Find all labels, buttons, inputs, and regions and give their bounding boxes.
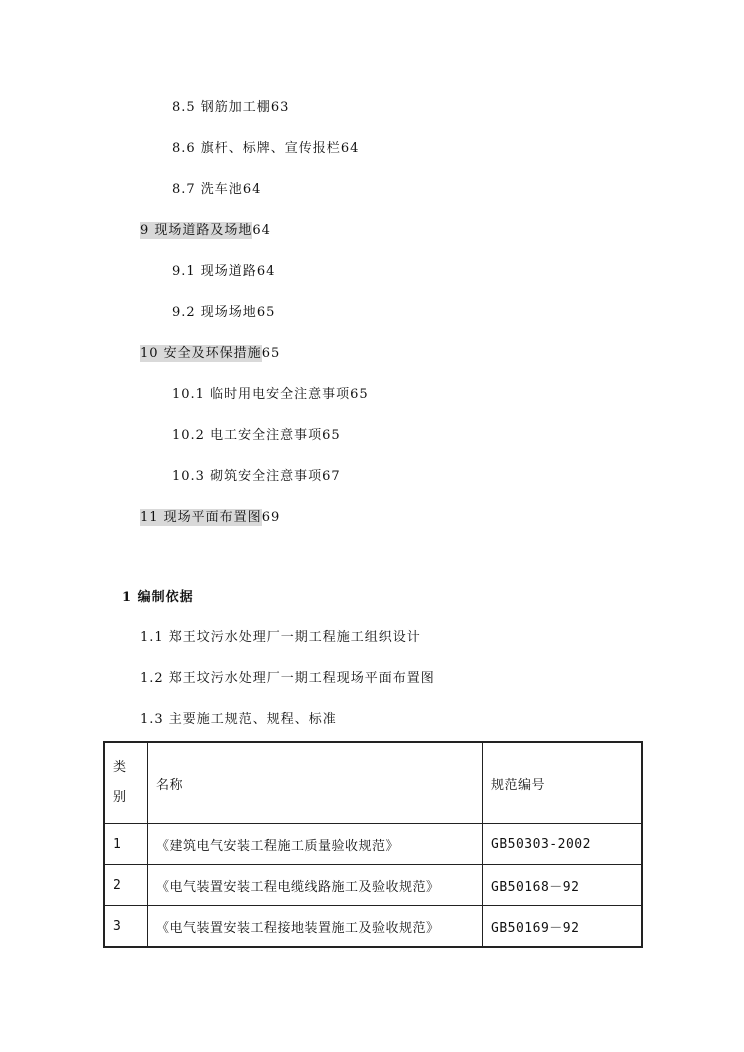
toc-entry-page: 65 [322,428,341,443]
toc-entry-8-7[interactable] [172,181,261,199]
toc-entry-text: 9.2 现场场地 [172,305,257,320]
toc-entry-8-6[interactable] [172,140,359,158]
row-number: 3 [104,906,148,948]
toc-entry-page: 65 [350,387,369,402]
toc-entry-page: 64 [242,182,262,197]
toc-entry-text: 11 现场平面布置图 [140,510,262,525]
toc-entry-page: 65 [256,305,276,320]
row-code: GB50303-2002 [483,824,643,865]
row-name: 《建筑电气安装工程施工质量验收规范》 [148,824,483,865]
section-heading: 1 编制依据 [122,590,194,605]
row-number: 1 [104,824,148,865]
section-item: 1.1 郑王坟污水处理厂一期工程施工组织设计 [140,630,421,645]
toc-entry-page: 65 [261,346,281,361]
header-code: 规范编号 [483,742,643,824]
toc-entry-10-2[interactable] [172,427,341,445]
header-category-char-1: 类 [113,760,127,775]
row-code: GB50169－92 [483,906,643,948]
toc-entry-page: 63 [270,100,290,115]
toc-entry-text: 9.1 现场道路 [172,264,257,279]
row-name: 《电气装置安装工程接地装置施工及验收规范》 [148,906,483,948]
toc-entry-page: 64 [256,264,276,279]
section-item: 1.2 郑王坟污水处理厂一期工程现场平面布置图 [140,671,435,686]
toc-entry-page: 64 [252,223,271,238]
toc-entry-text: 10.1 临时用电安全注意事项 [172,387,351,402]
toc-entry-text: 8.5 钢筋加工棚 [172,100,271,115]
toc-entry-text: 10.2 电工安全注意事项 [172,428,323,443]
toc-entry-8-5[interactable] [172,99,289,117]
toc-entry-11[interactable] [140,509,280,527]
row-code: GB50168－92 [483,865,643,906]
toc-entry-9-2[interactable] [172,304,275,322]
table-row [104,824,642,865]
toc-entry-10[interactable] [140,345,280,363]
row-name: 《电气装置安装工程电缆线路施工及验收规范》 [148,865,483,906]
toc-entry-text: 8.7 洗车池 [172,182,243,197]
toc-entry-page: 69 [261,510,281,525]
table-header-row [104,742,642,824]
toc-entry-9[interactable] [140,222,271,240]
toc-entry-text: 9 现场道路及场地 [140,223,253,238]
header-name: 名称 [148,742,483,824]
row-number: 2 [104,865,148,906]
toc-entry-text: 8.6 旗杆、标牌、宣传报栏 [172,141,341,156]
toc-entry-10-3[interactable] [172,468,341,486]
standards-table [103,741,643,948]
header-category-char-2: 别 [113,790,127,805]
toc-entry-10-1[interactable] [172,386,369,404]
toc-entry-text: 10.3 砌筑安全注意事项 [172,469,323,484]
table-row [104,906,642,948]
table-row [104,865,642,906]
toc-entry-page: 67 [322,469,341,484]
toc-entry-text: 10 安全及环保措施 [140,346,262,361]
toc-entry-page: 64 [340,141,360,156]
header-category [104,742,148,824]
section-item: 1.3 主要施工规范、规程、标准 [140,712,337,727]
toc-entry-9-1[interactable] [172,263,275,281]
